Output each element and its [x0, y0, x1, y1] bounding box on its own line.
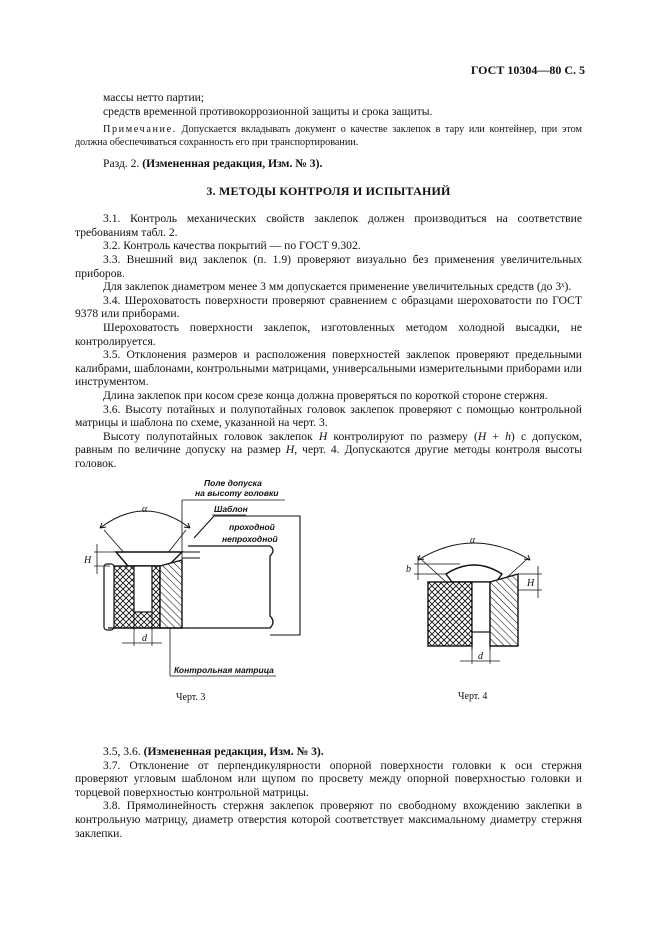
- H-label: H: [84, 555, 92, 566]
- paragraph-3-4b: Шероховатость поверхности заклепок, изготовленных методом холодной высадки, не контролируется.: [75, 320, 582, 348]
- edit-note: [75, 745, 582, 759]
- symbol-H: H: [318, 429, 328, 443]
- edit-prefix: 3.5, 3.6.: [103, 745, 144, 758]
- matrix-body: [428, 582, 472, 646]
- paragraph-3-5: 3.5. Отклонения размеров и расположения поверхностей заклепок проверяют предельными калибрами, шаблонами, контрольными матрицами, универсальными измерительными приборами или инструментом.: [75, 348, 582, 389]
- symbol-H: H: [477, 429, 487, 443]
- H-label: H: [527, 578, 535, 589]
- document-body-bottom: [75, 745, 582, 840]
- figure-3-caption: Черт. 3: [176, 692, 206, 703]
- text-run: контролируют по размеру (: [327, 429, 478, 443]
- text-run: , черт. 4. Допускаются другие методы контроля высоты головок.: [75, 443, 582, 470]
- paragraph-3-5b: Длина заклепок при косом срезе конца должна проверяться по короткой стороне стержня.: [103, 388, 548, 402]
- text-run: +: [486, 429, 506, 443]
- paragraph: массы нетто партии;: [103, 91, 205, 104]
- tolerance-label-1: Поле допуска: [204, 478, 262, 488]
- note-label: Примечание.: [103, 124, 177, 136]
- b-label: b: [406, 564, 411, 575]
- template: [188, 546, 273, 628]
- template-label: Шаблон: [214, 504, 248, 514]
- symbol-H: H: [285, 443, 295, 457]
- paragraph: средств временной противокоррозионной защиты и срока защиты.: [103, 104, 433, 118]
- text-run: Высоту полупотайных головок заклепок: [103, 429, 319, 443]
- rivet-head: [446, 565, 502, 582]
- page-header: ГОСТ 10304—80 С. 5: [470, 63, 585, 77]
- edit-bold: (Измененная редакция, Изм. № 3).: [142, 157, 323, 170]
- rivet-shank: [134, 566, 152, 612]
- paragraph-3-3: 3.3. Внешний вид заклепок (п. 1.9) проверяют визуально без применения увеличительных приборов.: [75, 252, 582, 280]
- no-go-label: непроходной: [222, 534, 278, 544]
- paragraph-3-2: 3.2. Контроль качества покрытий — по ГОСТ 9.302.: [103, 239, 361, 253]
- alpha-label: α: [142, 504, 148, 515]
- figure-4: [406, 535, 542, 702]
- figures: [0, 460, 661, 750]
- figure-3: [83, 478, 300, 703]
- figure-4-caption: Черт. 4: [458, 691, 488, 702]
- go-label: проходной: [229, 522, 275, 532]
- document-body: [75, 91, 582, 470]
- paragraph-3-7: 3.7. Отклонение от перпендикулярности опорной поверхности головки к оси стержня проверяют угловым шаблоном или щупом по просвету между опорной поверхностью головки и торцевой поверхностью контрольной матрицы.: [75, 758, 582, 799]
- matrix-label: Контрольная матрица: [174, 665, 274, 675]
- text-run: ) с допуском, равным по величине допуску на размер: [75, 429, 582, 457]
- tolerance-label-2: на высоту головки: [195, 488, 279, 498]
- note-text: Допускается вкладывать документ о качестве заклепок в тару или контейнер, при этом должна обеспечиваться сохранность его при транспортировании.: [75, 124, 582, 148]
- paragraph-3-1: 3.1. Контроль механических свойств заклепок должен производиться на соответствие требованиям табл. 2.: [75, 212, 582, 239]
- paragraph-3-8: 3.8. Прямолинейность стержня заклепок проверяют по свободному вхождению заклепки в контрольную матрицу, диаметр отверстия которой соответствует максимальному диаметру стержня заклепки.: [75, 799, 582, 840]
- d-label: d: [142, 633, 147, 644]
- d-label: d: [478, 651, 483, 662]
- edit-prefix: Разд. 2.: [103, 157, 143, 170]
- alpha-label: α: [470, 535, 476, 546]
- paragraph-3-4: 3.4. Шероховатость поверхности проверяют сравнением с образцами шероховатости по ГОСТ 9378 или приборами.: [75, 293, 582, 321]
- paragraph-3-6: 3.6. Высоту потайных и полупотайных головок заклепок проверяют с помощью контрольной матрицы и шаблона по схеме, указанной на черт. 3.: [75, 402, 582, 430]
- edit-bold: (Измененная редакция, Изм. № 3).: [143, 745, 324, 758]
- edit-note: [75, 157, 582, 171]
- symbol-h: h: [505, 429, 511, 443]
- note: [75, 124, 582, 149]
- paragraph-3-3b: Для заклепок диаметром менее 3 мм допускается применение увеличительных средств (до 3ˣ).: [103, 280, 572, 294]
- section-title: 3. МЕТОДЫ КОНТРОЛЯ И ИСПЫТАНИЙ: [206, 183, 451, 198]
